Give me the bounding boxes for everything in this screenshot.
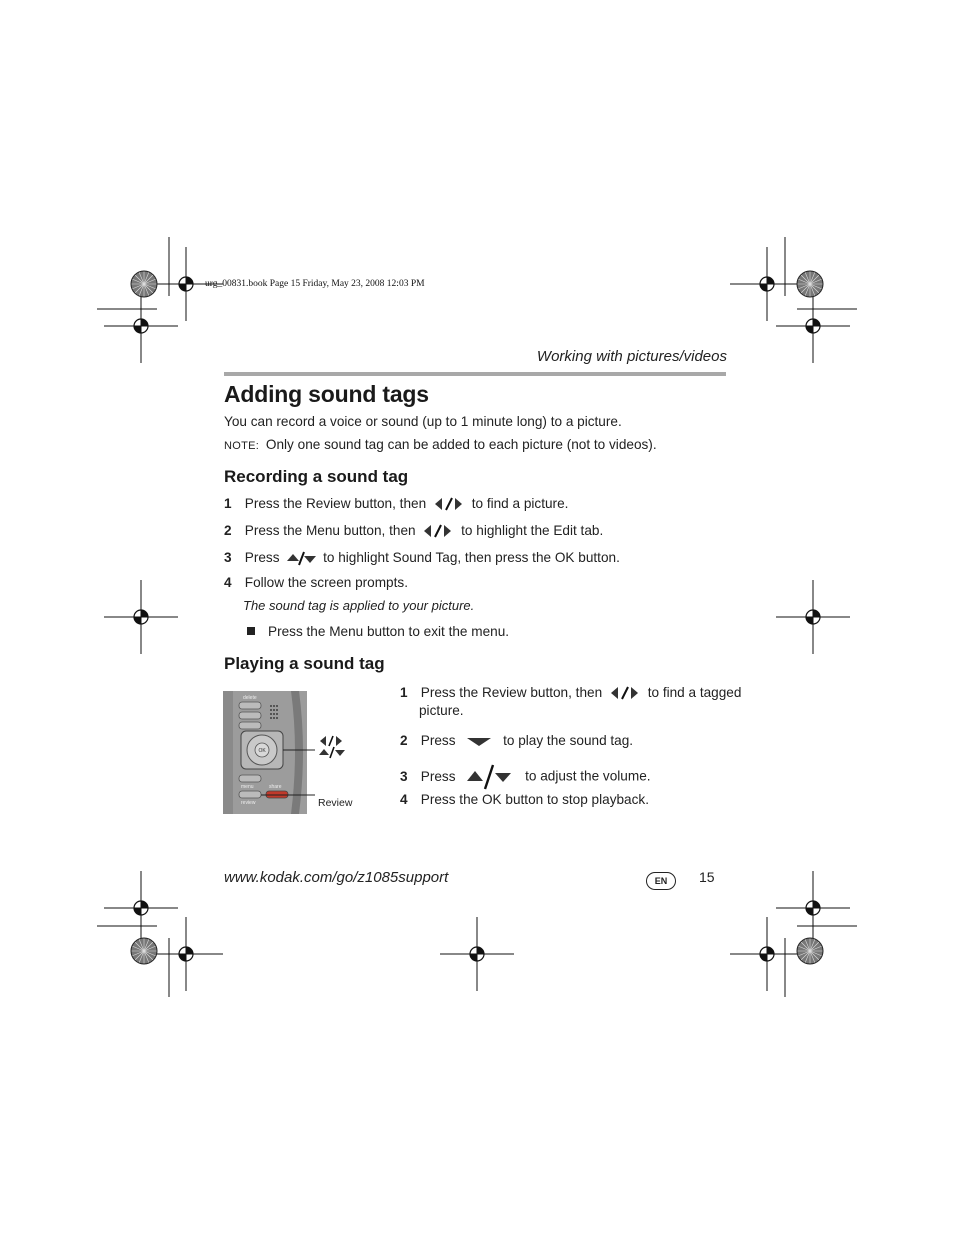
- note-label: NOTE:: [224, 440, 260, 452]
- print-slug: urg_00831.book Page 15 Friday, May 23, 2008 12:03 PM: [205, 279, 425, 289]
- star-target-icon: [131, 271, 157, 297]
- share-label: share: [269, 784, 282, 790]
- intro-text: You can record a voice or sound (up to 1 minute long) to a picture.: [224, 414, 622, 429]
- review-button-label: review: [241, 800, 256, 806]
- registration-mark-icon: [776, 580, 850, 654]
- step-number: 4: [224, 575, 232, 590]
- step-text-after: to highlight the Edit tab.: [461, 523, 604, 538]
- ok-label: OK: [258, 748, 266, 754]
- step-text-after: to find a picture.: [471, 496, 569, 511]
- step-number: 2: [224, 523, 232, 538]
- left-right-arrows-icon: [434, 496, 464, 512]
- recording-step-3: [224, 550, 620, 566]
- playing-heading: Playing a sound tag: [224, 654, 385, 673]
- step-text: Press: [420, 733, 456, 748]
- recording-step-4: [224, 575, 408, 590]
- step-number: 1: [224, 496, 232, 511]
- registration-mark-icon: [104, 871, 178, 945]
- step-text: Press the Review button, then: [244, 496, 427, 511]
- menu-label: menu: [241, 784, 254, 790]
- playing-step-1: [400, 685, 741, 701]
- star-target-icon: [797, 938, 823, 964]
- playing-step-3: [400, 763, 651, 791]
- recording-step-1: [224, 496, 568, 512]
- registration-mark-icon: [730, 247, 804, 321]
- language-badge: EN: [646, 872, 676, 890]
- step-text: Follow the screen prompts.: [244, 575, 408, 590]
- support-url[interactable]: www.kodak.com/go/z1085support: [224, 869, 449, 886]
- step-number: 3: [224, 550, 232, 565]
- header-rule: [224, 372, 726, 376]
- step-text-after: to adjust the volume.: [525, 768, 651, 784]
- playing-step-2: [400, 733, 633, 748]
- step-number: 3: [400, 768, 408, 784]
- playing-step-1-continued: picture.: [419, 703, 464, 718]
- delete-label: delete: [243, 695, 257, 701]
- step-text: Press: [420, 768, 456, 784]
- note: [224, 437, 657, 452]
- recording-bullet: [247, 624, 509, 639]
- step-text-after: to find a tagged: [647, 685, 742, 700]
- left-right-arrows-icon: [423, 523, 453, 539]
- registration-mark-icon: [776, 289, 850, 363]
- step-text-after: to highlight Sound Tag, then press the OK button.: [323, 550, 620, 565]
- up-down-arrows-icon: [319, 747, 345, 758]
- review-callout-label: Review: [318, 797, 353, 809]
- registration-mark-icon: [104, 580, 178, 654]
- step-text-after: to play the sound tag.: [503, 733, 634, 748]
- section-header: Working with pictures/videos: [536, 348, 727, 365]
- recording-heading: Recording a sound tag: [224, 467, 409, 486]
- page-title: Adding sound tags: [224, 381, 429, 407]
- registration-mark-icon: [440, 917, 514, 991]
- recording-step-2: [224, 523, 603, 539]
- registration-mark-icon: [730, 917, 804, 991]
- step-number: 1: [400, 685, 408, 700]
- star-target-icon: [131, 938, 157, 964]
- bullet-text: Press the Menu button to exit the menu.: [268, 624, 510, 639]
- step-number: 2: [400, 733, 408, 748]
- registration-mark-icon: [104, 289, 178, 363]
- registration-mark-icon: [776, 871, 850, 945]
- step-text: Press: [244, 550, 280, 565]
- recording-result: The sound tag is applied to your picture.: [243, 598, 475, 613]
- step-number: 4: [400, 792, 408, 807]
- down-arrow-icon: [465, 734, 493, 748]
- step-text: Press the Menu button, then: [244, 523, 416, 538]
- star-target-icon: [797, 271, 823, 297]
- up-down-arrows-icon: [285, 550, 317, 566]
- up-down-arrows-icon: [465, 763, 515, 791]
- registration-mark-icon: [149, 917, 223, 991]
- page-number: 15: [699, 869, 715, 885]
- playing-step-4: [400, 792, 649, 807]
- left-right-arrows-icon: [610, 685, 640, 701]
- left-right-arrows-icon: [320, 736, 342, 746]
- step-text: Press the OK button to stop playback.: [420, 792, 649, 807]
- step-text: Press the Review button, then: [420, 685, 603, 700]
- note-text: Only one sound tag can be added to each picture (not to videos).: [265, 437, 657, 452]
- bullet-square-icon: [247, 627, 255, 635]
